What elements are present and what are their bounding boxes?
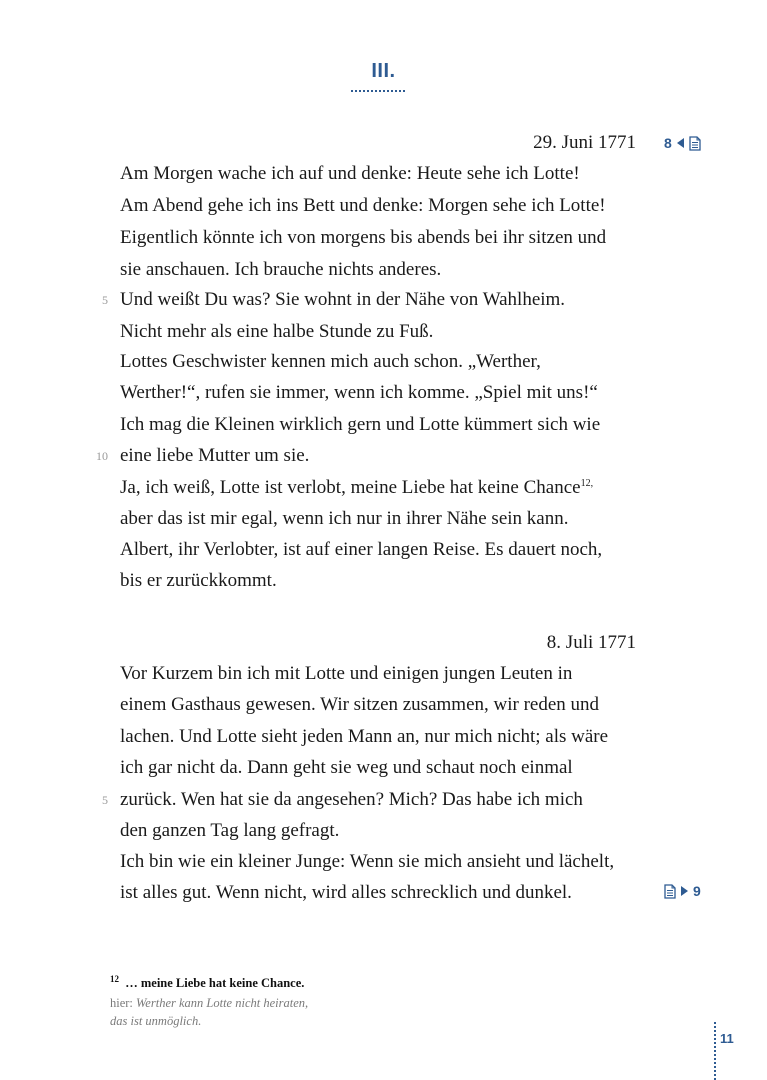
entry-date-2: 8. Juli 1771	[546, 632, 636, 653]
footnote-line	[110, 1014, 201, 1029]
audio-track-8[interactable]	[664, 135, 701, 151]
text-line: Ja, ich weiß, Lotte ist verlobt, meine Liebe hat keine Chance	[120, 477, 581, 498]
footnote-line	[110, 996, 308, 1011]
footnote-text: das ist unmöglich.	[110, 1014, 202, 1028]
text-line: Am Morgen wache ich auf und denke: Heute sehe ich Lotte!	[120, 163, 580, 184]
arrow-left-icon	[676, 137, 685, 149]
text-line-with-footnote	[120, 476, 593, 500]
document-icon	[664, 884, 676, 899]
text-line: Am Abend gehe ich ins Bett und denke: Morgen sehe ich Lotte!	[120, 195, 606, 216]
text-line: eine liebe Mutter um sie.	[120, 445, 310, 466]
text-line: Ich bin wie ein kleiner Junge: Wenn sie mich ansieht und lächelt,	[120, 851, 615, 872]
text-line: sie anschauen. Ich brauche nichts anderes.	[120, 259, 442, 280]
text-line: Und weißt Du was? Sie wohnt in der Nähe von Wahlheim.	[120, 289, 566, 310]
text-line: aber das ist mir egal, wenn ich nur in ihrer Nähe sein kann.	[120, 508, 569, 529]
text-line: ich gar nicht da. Dann geht sie weg und schaut noch einmal	[120, 757, 573, 778]
line-number: 10	[96, 449, 108, 463]
text-line: lachen. Und Lotte sieht jeden Mann an, nur mich nicht; als wäre	[120, 726, 609, 747]
text-line: Lottes Geschwister kennen mich auch schon. „Werther,	[120, 351, 541, 372]
footnote-prefix: hier:	[110, 996, 137, 1010]
line-number: 5	[102, 293, 108, 307]
text-line: Ich mag die Kleinen wirklich gern und Lotte kümmert sich wie	[120, 414, 601, 435]
page-margin-rule	[714, 1022, 716, 1080]
footnote-ref[interactable]: 12,	[580, 478, 594, 489]
text-line: Albert, ihr Verlobter, ist auf einer langen Reise. Es dauert noch,	[120, 539, 603, 560]
audio-track-9[interactable]	[664, 883, 701, 899]
entry-date-1: 29. Juni 1771	[533, 132, 636, 153]
text-line: Nicht mehr als eine halbe Stunde zu Fuß.	[120, 321, 434, 342]
text-line: Werther!“, rufen sie immer, wenn ich komme. „Spiel mit uns!“	[120, 382, 598, 403]
track-number: 8	[664, 135, 672, 151]
text-line: Vor Kurzem bin ich mit Lotte und einigen jungen Leuten in	[120, 663, 573, 684]
footnote-number: 12	[110, 974, 119, 984]
line-number: 5	[102, 793, 108, 807]
chapter-title: III.	[371, 60, 396, 82]
footnote-title: … meine Liebe hat keine Chance.	[125, 976, 305, 990]
document-icon	[689, 136, 701, 151]
footnote-text: Werther kann Lotte nicht heiraten,	[136, 996, 309, 1010]
arrow-right-icon	[680, 885, 689, 897]
text-line: Eigentlich könnte ich von morgens bis abends bei ihr sitzen und	[120, 227, 607, 248]
text-line: bis er zurückkommt.	[120, 570, 277, 591]
page-number: 11	[720, 1031, 734, 1046]
text-line: den ganzen Tag lang gefragt.	[120, 820, 340, 841]
text-line: einem Gasthaus gewesen. Wir sitzen zusammen, wir reden und	[120, 694, 600, 715]
chapter-divider	[351, 90, 405, 92]
track-number: 9	[693, 883, 701, 899]
footnote-heading	[110, 976, 304, 991]
text-line: zurück. Wen hat sie da angesehen? Mich? Das habe ich mich	[120, 789, 583, 810]
text-line: ist alles gut. Wenn nicht, wird alles schrecklich und dunkel.	[120, 882, 572, 903]
